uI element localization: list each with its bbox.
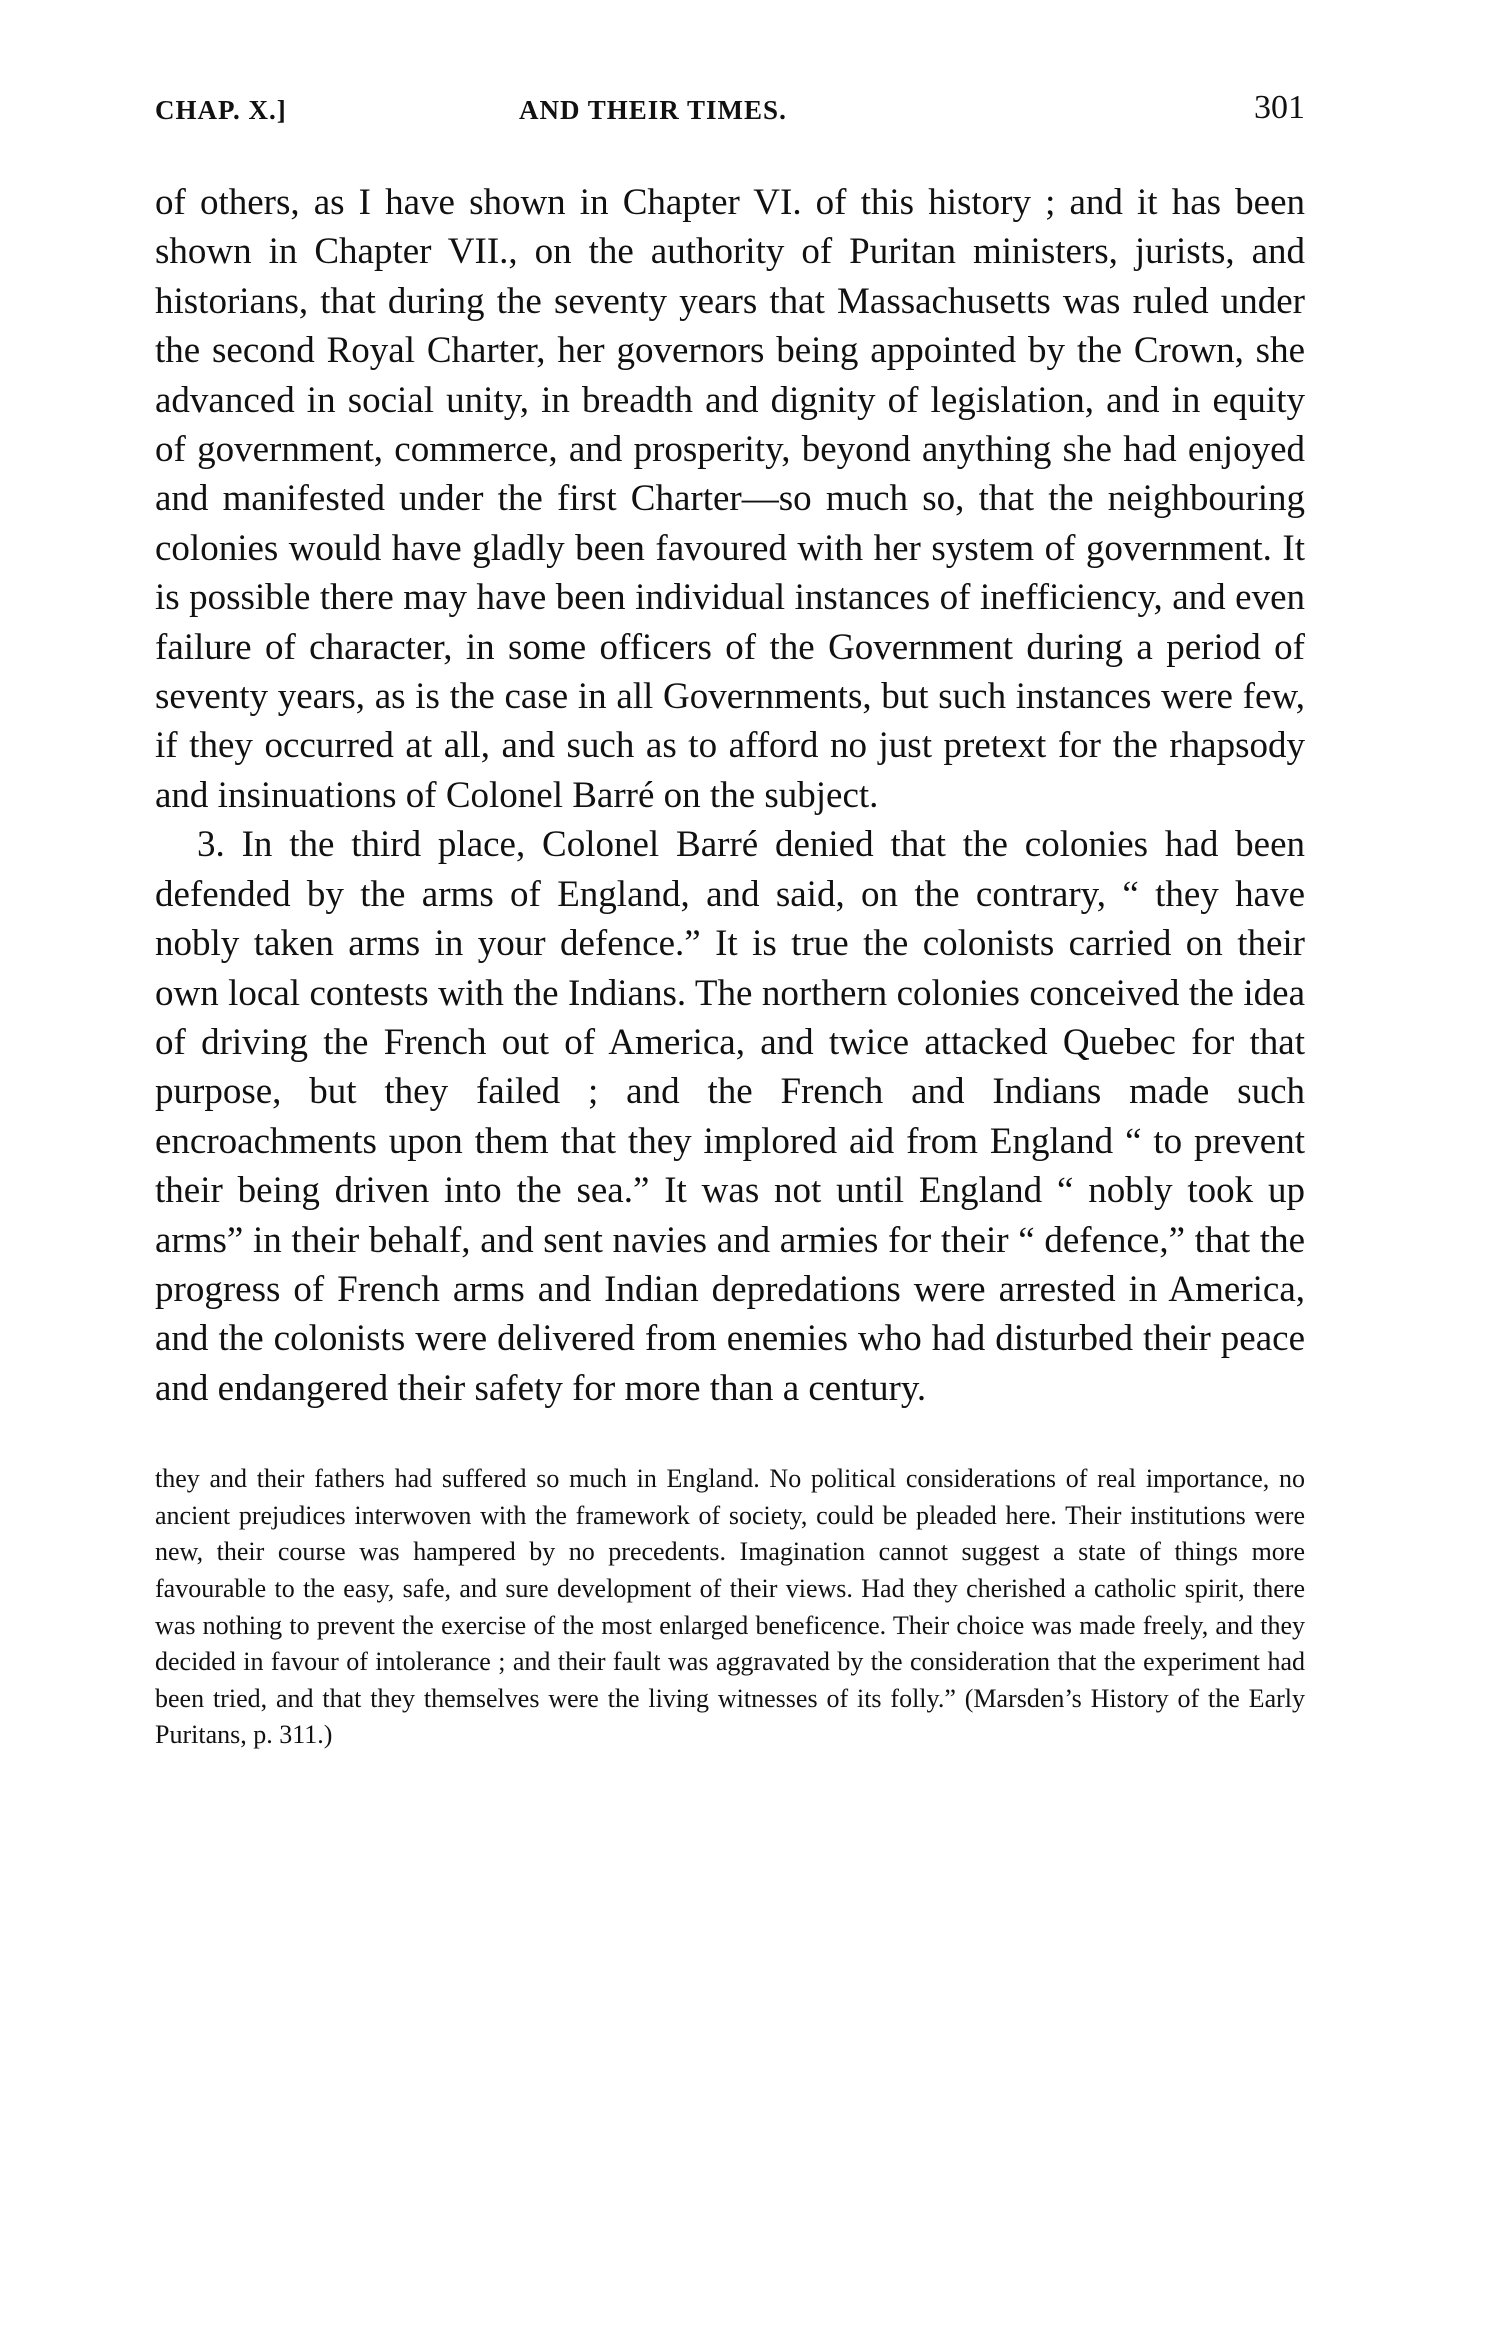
paragraph-continued: of others, as I have shown in Chapter VI. of this history ; and it has been shown in Chapter VII., on the authority of Puritan ministers, jurists, and historians, that during the seventy years that Massachusetts was ruled under the second Royal Charter, her governors being appointed by the Crown, she advanced in social unity, in breadth and dignity of legislation, and in equity of government, commerce, and prosperity, beyond anything she had enjoyed and manifested under the first Charter—so much so, that the neighbouring colonies would have gladly been favoured with her system of government. It is possible there may have been individual instances of inefficiency, and even failure of character, in some officers of the Government during a period of seventy years, as is the case in all Governments, but such instances were few, if they occurred at all, and such as to afford no just pretext for the rhapsody and insinuations of Colonel Barré on the subject. bbox=[155, 182, 1305, 816]
footnote bbox=[155, 1461, 1305, 1754]
book-page bbox=[155, 89, 1305, 1754]
paragraph-third-point: 3. In the third place, Colonel Barré denied that the colonies had been defended by the arms of England, and said, on the contrary, “ they have nobly taken arms in your defence.” It is true the colonists carried on their own local contests with the Indians. The northern colonies conceived the idea of driving the French out of America, and twice attacked Quebec for that purpose, but they failed ; and the French and Indians made such encroachments upon them that they implored aid from England “ to prevent their being driven into the sea.” It was not until England “ nobly took up arms” in their behalf, and sent navies and armies for their “ defence,” that the progress of French arms and Indian depredations were arrested in America, and the colonists were delivered from enemies who had disturbed their peace and endangered their safety for more than a century. bbox=[155, 824, 1305, 1409]
chapter-label: CHAP. X.] bbox=[155, 95, 287, 125]
running-title: AND THEIR TIMES. bbox=[519, 95, 787, 125]
footnote-text: they and their fathers had suffered so much in England. No political considerations of real importance, no ancient prejudices interwoven with the framework of society, could be pleaded here. Their institutions were new, their course was hampered by no precedents. Imagination cannot suggest a state of things more favourable to the easy, safe, and sure development of their views. Had they cherished a catholic spirit, there was nothing to prevent the exercise of the most enlarged beneficence. Their choice was made freely, and they decided in favour of intolerance ; and their fault was aggravated by the consideration that the experiment had been tried, and that they themselves were the living witnesses of its folly.” (Marsden’s History of the Early Puritans, p. 311.) bbox=[155, 1464, 1305, 1750]
running-head bbox=[155, 89, 1305, 143]
main-text bbox=[155, 178, 1305, 1413]
page-number: 301 bbox=[1254, 89, 1305, 126]
